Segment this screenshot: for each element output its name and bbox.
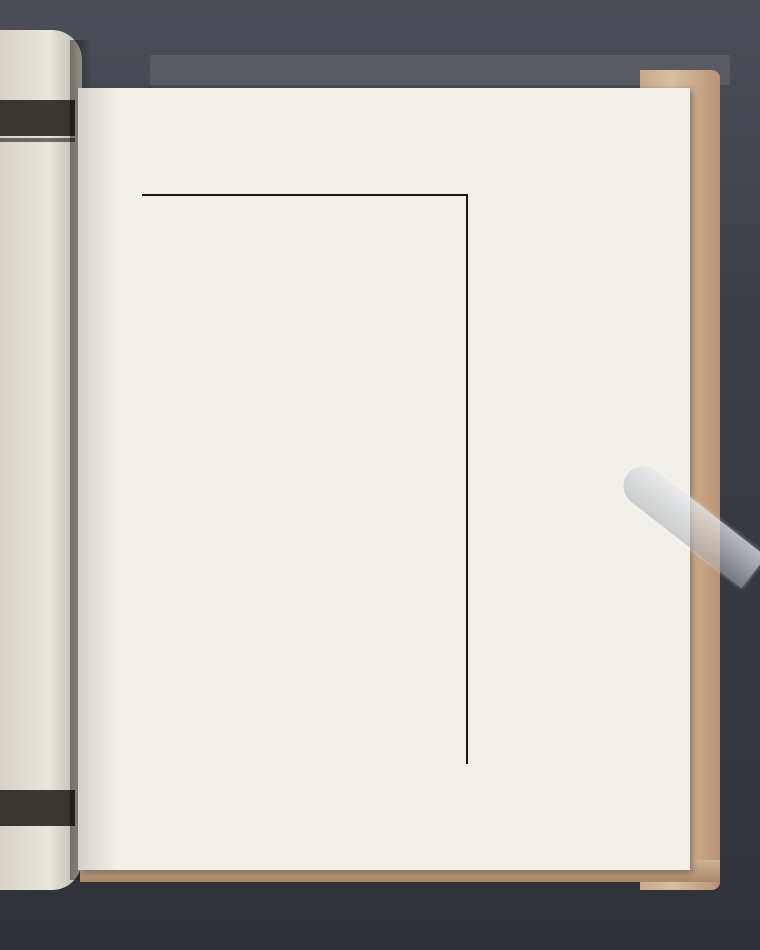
running-head (140, 172, 465, 194)
head-rule (142, 194, 468, 196)
text-frame-rule (466, 194, 468, 764)
signature-line (140, 724, 464, 750)
